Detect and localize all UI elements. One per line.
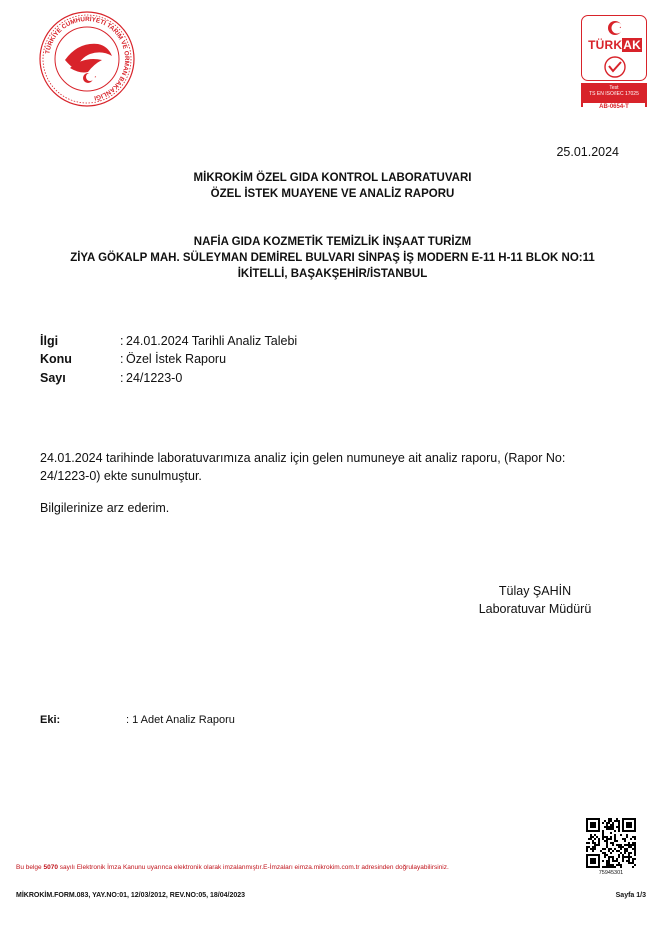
meta-value: 24.01.2024 Tarihli Analiz Talebi (126, 334, 298, 348)
meta-value: 24/1223-0 (126, 371, 183, 385)
attachment-value: : 1 Adet Analiz Raporu (126, 714, 235, 726)
meta-key: Konu (40, 352, 72, 366)
qr-code (586, 818, 636, 868)
attachment-line (40, 714, 235, 726)
legal-law-number: 5070 (43, 864, 58, 871)
report-type: ÖZEL İSTEK MUAYENE VE ANALİZ RAPORU (210, 188, 455, 200)
recipient-address-line1: ZİYA GÖKALP MAH. SÜLEYMAN DEMİREL BULVARI SİNPAŞ İŞ MODERN E-11 H-11 BLOK NO:11 (70, 252, 595, 264)
document-date: 25.01.2024 (556, 145, 619, 159)
turkak-standard: TS EN ISO/IEC 17025 (589, 91, 639, 97)
page-number: Sayfa 1/3 (615, 892, 646, 899)
turkak-brand-left: TÜRK (588, 38, 623, 52)
meta-key: İlgi (40, 334, 59, 348)
turkak-code: AB-0654-T (583, 103, 645, 111)
recipient-address-line2: İKİTELLİ, BAŞAKŞEHİR/İSTANBUL (237, 268, 428, 280)
closing-line: Bilgilerinize arz ederim. (40, 501, 170, 515)
meta-row-ilgi: İlgi : 24.01.2024 Tarihli Analiz Talebi (40, 334, 298, 348)
e-signature-notice (16, 864, 449, 871)
turkak-wordmark (582, 38, 648, 52)
legal-prefix: Bu belge (16, 864, 44, 871)
turkak-logo-box (581, 15, 647, 81)
attachment-key: Eki: (40, 714, 61, 726)
turkak-test-label: Test (609, 85, 619, 91)
meta-row-sayi: Sayı : 24/1223-0 (40, 371, 183, 385)
signatory-name: Tülay ŞAHİN (498, 584, 572, 598)
lab-name: MİKROKİM ÖZEL GIDA KONTROL LABORATUVARI (193, 172, 472, 184)
meta-value: Özel İstek Raporu (126, 352, 227, 366)
turkak-brand-right: AK (623, 38, 641, 52)
seal-text: TÜRKİYE CUMHURİYETİ TARIM VE ORMAN BAKANLIĞI (44, 15, 131, 102)
recipient-name: NAFİA GIDA KOZMETİK TEMİZLİK İNŞAAT TURİZM (193, 236, 472, 248)
ministry-seal-logo (38, 10, 136, 108)
body-paragraph (40, 449, 600, 485)
form-reference: MİKROKİM.FORM.083, YAY.NO:01, 12/03/2012, REV.NO:05, 18/04/2023 (16, 892, 246, 899)
svg-text:TÜRKİYE CUMHURİYETİ TARIM VE O (43, 15, 130, 103)
turkak-accreditation-logo (581, 15, 649, 113)
meta-key: Sayı (40, 371, 66, 385)
meta-row-konu: Konu : Özel İstek Raporu (40, 352, 227, 366)
lab-header (0, 170, 665, 202)
body-paragraph-line1: 24.01.2024 tarihinde laboratuvarımıza analiz için gelen numuneye ait analiz raporu, (Rapor No: (40, 451, 566, 465)
signatory-title: Laboratuvar Müdürü (478, 602, 592, 616)
qr-number: 75945301 (598, 870, 624, 876)
legal-rest: sayılı Elektronik İmza Kanunu uyarınca elektronik olarak imzalanmıştır.E-İmzaları eimza.mikrokim.com.tr adresinden doğrulayabilirsiniz. (57, 864, 449, 871)
signature-block (440, 582, 630, 618)
recipient-block (0, 234, 665, 282)
body-paragraph-line2: 24/1223-0) ekte sunulmuştur. (40, 469, 202, 483)
